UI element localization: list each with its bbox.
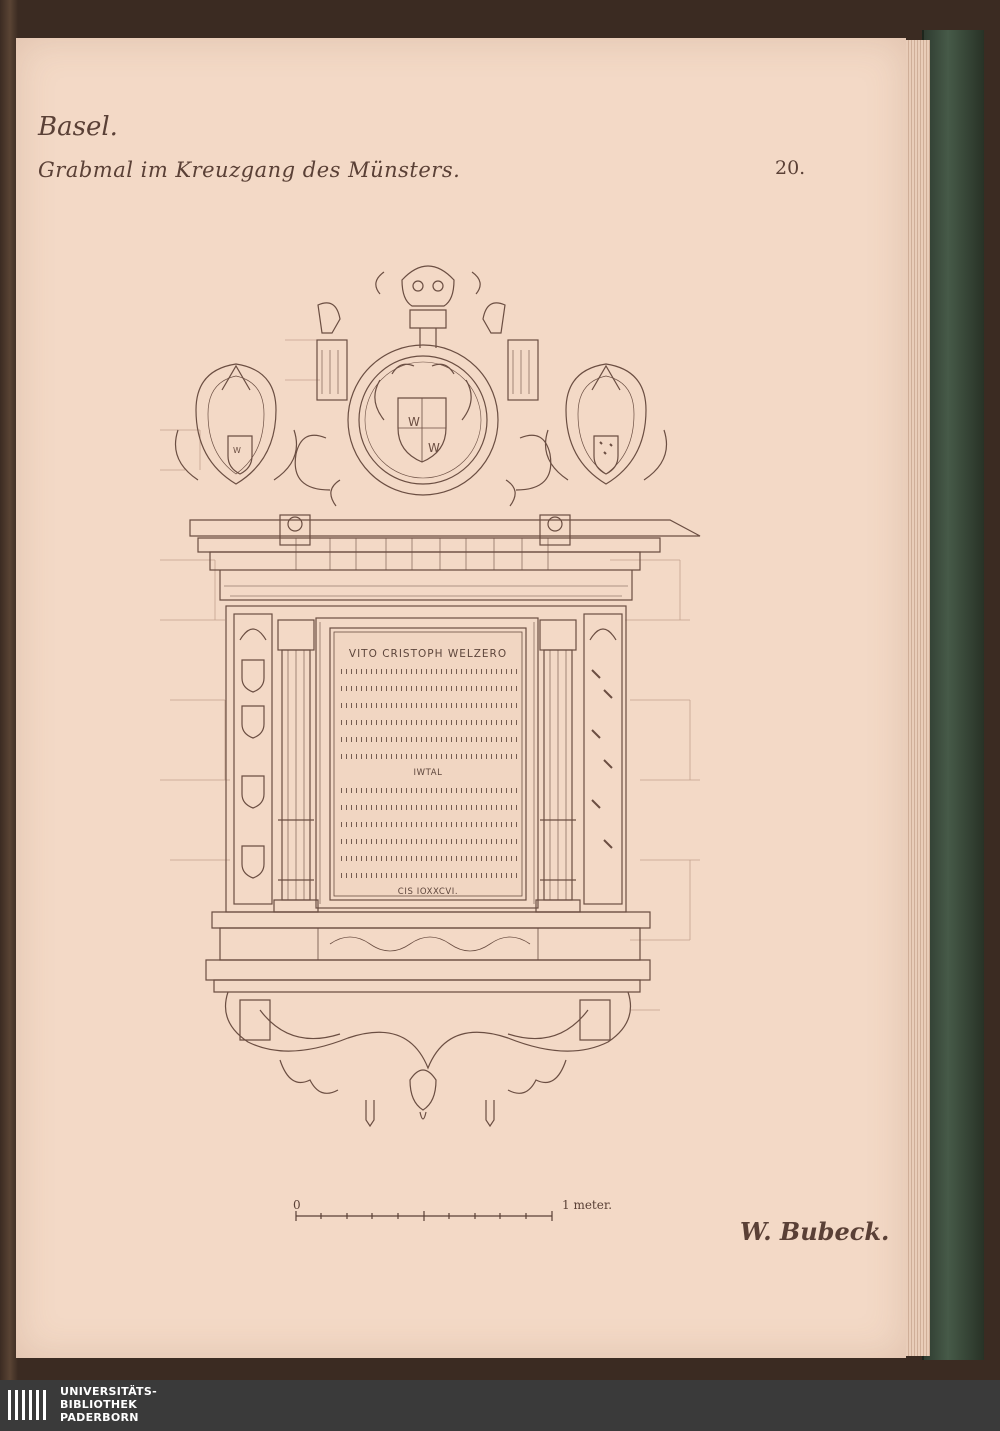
- logo-line-2: BIBLIOTHEK: [60, 1398, 138, 1411]
- library-logo-icon: [8, 1388, 52, 1422]
- inscription-line: [339, 850, 517, 867]
- inscription-name-line: VITO CRISTOPH WELZERO: [348, 648, 508, 660]
- place-heading: Basel.: [38, 112, 118, 142]
- logo-line-1: UNIVERSITÄTS-: [60, 1385, 157, 1398]
- inscription-line: [339, 867, 517, 884]
- library-logo-text: [60, 1385, 157, 1424]
- library-footer: [0, 1380, 1000, 1431]
- epitaph-inscription: [339, 646, 517, 901]
- inscription-date-line: CIS IOXXCVI.: [397, 887, 459, 897]
- inscription-line: [339, 816, 517, 833]
- left-pilaster: [234, 614, 318, 912]
- sill: [206, 912, 650, 992]
- inscription-line: [339, 697, 517, 714]
- plate-title: Grabmal im Kreuzgang des Münsters.: [38, 158, 461, 182]
- skull-crest: [376, 266, 480, 348]
- book-cover: [922, 30, 984, 1360]
- svg-text:W: W: [233, 446, 241, 455]
- cornice: [190, 515, 700, 600]
- inscription-line: [339, 799, 517, 816]
- logo-line-3: PADERBORN: [60, 1411, 139, 1424]
- inscription-line: [339, 714, 517, 731]
- inscription-line: [339, 680, 517, 697]
- inscription-line: [339, 833, 517, 850]
- inscription-line: [339, 748, 517, 765]
- scale-zero-label: 0: [293, 1198, 301, 1212]
- right-coat-of-arms: [546, 364, 667, 484]
- svg-text:W: W: [408, 415, 420, 429]
- left-coat-of-arms: [176, 364, 297, 484]
- scale-bar: [290, 1208, 560, 1228]
- inscription-line: [339, 731, 517, 748]
- scale-end-label: 1 meter.: [562, 1198, 613, 1212]
- central-coat-of-arms: [348, 345, 498, 495]
- lower-bracket: [226, 992, 631, 1126]
- svg-text:W: W: [428, 441, 440, 455]
- inscription-line: [339, 663, 517, 680]
- artist-signature: W. Bubeck.: [740, 1217, 890, 1246]
- inscription-middle-line: IWTAL: [413, 768, 443, 778]
- right-pilaster: [536, 614, 622, 912]
- inscription-line: [339, 782, 517, 799]
- plate-number: 20.: [775, 157, 806, 179]
